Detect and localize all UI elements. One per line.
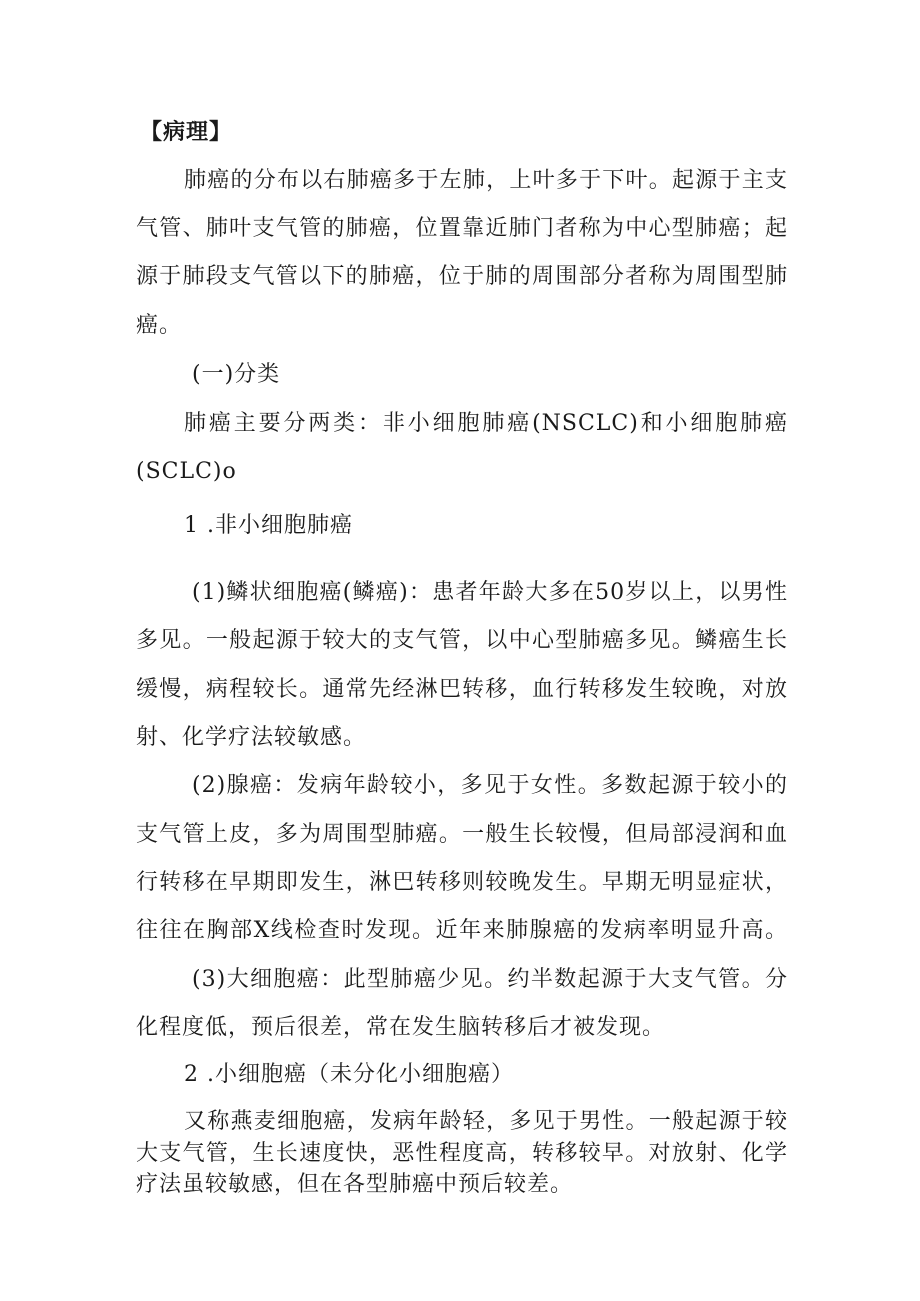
sclc-line-2: 大支气管，生长速度快，恶性程度高，转移较早。对放射、化学 [136, 1141, 788, 1166]
classification-line-2: (SCLC)o [136, 459, 237, 484]
sclc-line-3: 疗法虽较敏感，但在各型肺癌中预后较差。 [136, 1172, 574, 1197]
adeno-line-1: (2)腺癌：发病年龄较小，多见于女性。多数起源于较小的 [192, 773, 788, 798]
intro-line-4: 癌。 [136, 313, 183, 338]
large-cell-line-2: 化程度低，预后很差，常在发生脑转移后才被发现。 [136, 1015, 666, 1040]
squamous-line-3: 缓慢，病程较长。通常先经淋巴转移，血行转移发生较晚，对放 [136, 677, 788, 702]
adeno-line-4: 往往在胸部X线检查时发现。近年来肺腺癌的发病率明显升高。 [136, 918, 788, 943]
intro-line-2: 气管、肺叶支气管的肺癌，位置靠近肺门者称为中心型肺癌；起 [136, 216, 788, 241]
nsclc-heading: 1 .非小细胞肺癌 [184, 513, 353, 538]
intro-line-3: 源于肺段支气管以下的肺癌，位于肺的周围部分者称为周围型肺 [136, 264, 788, 289]
squamous-line-1: (1)鳞状细胞癌(鳞癌)：患者年龄大多在50岁以上，以男性 [192, 580, 788, 605]
adeno-line-3: 行转移在早期即发生，淋巴转移则较晚发生。早期无明显症状， [136, 870, 788, 895]
sclc-heading: 2 .小细胞癌（未分化小细胞癌） [184, 1062, 514, 1087]
sclc-line-1: 又称燕麦细胞癌，发病年龄轻，多见于男性。一般起源于较 [184, 1109, 788, 1134]
section-title: 【病理】 [140, 119, 233, 145]
large-cell-line-1: (3)大细胞癌：此型肺癌少见。约半数起源于大支气管。分 [192, 967, 788, 992]
classification-line-1: 肺癌主要分两类：非小细胞肺癌(NSCLC)和小细胞肺癌 [184, 411, 788, 436]
intro-line-1: 肺癌的分布以右肺癌多于左肺，上叶多于下叶。起源于主支 [184, 168, 788, 193]
adeno-line-2: 支气管上皮，多为周围型肺癌。一般生长较慢，但局部浸润和血 [136, 822, 788, 847]
squamous-line-4: 射、化学疗法较敏感。 [136, 725, 367, 750]
squamous-line-2: 多见。一般起源于较大的支气管，以中心型肺癌多见。鳞癌生长 [136, 628, 788, 653]
classification-heading: (一)分类 [192, 362, 281, 387]
